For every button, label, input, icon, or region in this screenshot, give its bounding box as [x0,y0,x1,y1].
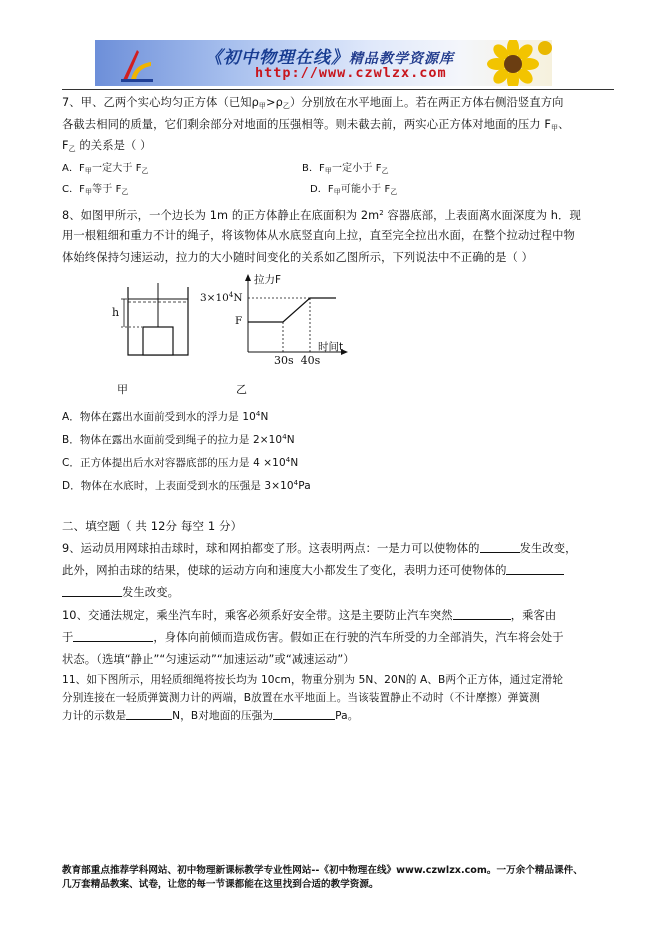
figure-h-label: h [112,306,120,319]
q7-option-b: B．$F_甲$一定小于 $F_乙$ [302,163,389,175]
q8-option-a: A．物体在露出水面前受到水的浮力是 $10^4N$ [62,410,269,423]
graph-y-tick-low: F [235,315,243,327]
q11-blank-1[interactable] [126,708,172,720]
q9-line1: 9、运动员用网球拍击球时，球和网拍都变了形。这表明两点：一是力可以使物体的 发生改变， [62,542,577,555]
q11-blank-2[interactable] [273,708,335,720]
q10-blank-2[interactable] [73,630,153,642]
banner-title: 《初中物理在线》精品教学资源库 [205,48,454,68]
graph-y-label: 拉力F [254,274,282,286]
q9-blank-2[interactable] [62,585,122,597]
q11-line2: 分别连接在一轻质弹簧测力计的两端，B放置在水平地面上。当该装置静止不动时（不计摩擦）弹簧测 [62,692,540,704]
banner-url: http://www.czwlzx.com [255,65,447,81]
q9-blank-2-start[interactable] [506,563,564,575]
q10-blank-1[interactable] [453,608,511,620]
q7-line1: 7、甲、乙两个实心均匀正方体（已知$\rho_甲>\rho_乙$）分别放在水平地面上。若在两正方体右侧沿竖直方向 [62,96,564,110]
q10-line3: 状态。（选填“静止”“匀速运动”“加速运动”或“减速运动”） [62,653,355,666]
q11-line3: 力计的示数是 N，B对地面的压强为 Pa。 [62,710,359,722]
q8-option-c: C．正方体提出后水对容器底部的压力是 $4 \times 10^4N$ [62,456,299,469]
q10-line2: 于 ，身体向前倾而造成伤害。假如正在行驶的汽车所受的力全部消失，汽车将会处于 [62,631,564,644]
q7-option-c: C．$F_甲$等于 $F_乙$ [62,184,129,196]
figure-container-diagram [108,283,198,365]
footer-line-1: 教育部重点推荐学科网站、初中物理新课标教学专业性网站--《初中物理在线》www.czwlzx.com。一万余个精品课件、 [62,865,583,876]
section2-heading: 二、填空题（ 共 12分 每空 1 分） [62,519,243,533]
q9-blank-1[interactable] [480,541,520,553]
graph-y-tick-top: $3\times 10^4N$ [200,291,243,304]
q7-line3: $F_乙$ 的关系是（ ） [62,139,152,153]
figure-yi-caption: 乙 [236,383,247,396]
graph-x-ticks: 30s 40s [274,354,321,367]
page-footer [62,864,622,892]
footer-line-2: 几万套精品教案、试卷，让您的每一节课都能在这里找到合适的教学资源。 [62,879,379,890]
q11-line1: 11、如下图所示，用轻质细绳将按长均为 10cm，物重分别为 5N、20N的 A、B两个正方体，通过定滑轮 [62,674,564,686]
q8-option-b: B．物体在露出水面前受到绳子的拉力是 $2\times 10^4N$ [62,433,295,446]
q9-line2: 此外，网拍击球的结果，使球的运动方向和速度大小都发生了变化，表明力还可使物体的 [62,563,564,579]
graph-x-label: 时间t [318,341,344,353]
q8-line2: 用一根粗细和重力不计的绳子，将该物体从水底竖直向上拉，直至完全拉出水面，在整个拉动过程中物 [62,229,575,242]
figure-jia-caption: 甲 [117,383,128,396]
sunflower-icon [475,40,552,86]
header-banner [95,40,552,86]
q7-option-d: D．$F_甲$可能小于 $F_乙$ [310,184,398,196]
q9-line3: 发生改变。 [62,585,179,601]
q8-line3: 体始终保持匀速运动，拉力的大小随时间变化的关系如乙图所示，下列说法中不正确的是（ ） [62,251,533,264]
header-rule [62,89,614,90]
q8-line1: 8、如图甲所示，一个边长为 1m 的正方体静止在底面积为 $2m^2$ 容器底部，上表面离水面深度为 h．现 [62,209,581,222]
q7-line2: 各截去相同的质量，它们剩余部分对地面的压强相等。则未截去前，两实心正方体对地面的压力 $F_甲$、 [62,118,570,132]
banner-subtitle: 精品教学资源库 [349,51,454,67]
q7-option-a: A．$F_甲$一定大于 $F_乙$ [62,163,149,175]
logo-icon [117,46,157,84]
q10-line1: 10、交通法规定，乘坐汽车时，乘客必须系好安全带。这是主要防止汽车突然 ，乘客由 [62,609,557,622]
q8-option-d: D．物体在水底时，上表面受到水的压强是 $3\times 10^4Pa$ [62,479,311,492]
